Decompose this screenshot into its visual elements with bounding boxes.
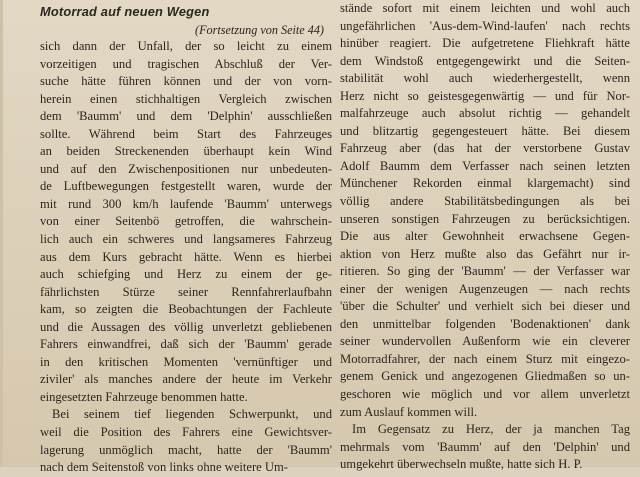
continuation-note: (Fortsetzung von Seite 44): [195, 23, 324, 37]
text-line: und blitzartig gegengesteuert hätte. Bei diesem: [340, 123, 630, 138]
text-line: seiner wundervollen Außenform wie ein cleverer: [340, 334, 630, 349]
text-line: hinüber reagiert. Die aufgetretene Fliehkraft hätte: [340, 36, 630, 51]
text-line: lagerung unmöglich macht, hatte der 'Baumm': [40, 442, 332, 457]
text-line: ziviler' als manches andere der heute im Verkehr: [40, 372, 332, 387]
text-line: vorzeitigen und tragischen Abschluß der Ver-: [40, 56, 332, 71]
text-line: unseren sonstigen Fahrzeugen zu berücksichtigen.: [340, 211, 630, 226]
text-line: mehrmals vom 'Baumm' auf den 'Delphin' und: [340, 439, 630, 454]
text-line: stände sofort mit einem leichten und wohl auch: [340, 1, 630, 15]
text-line: in den kritischen Momenten 'vernünftiger und: [40, 354, 332, 369]
text-line: sollte. Während beim Start des Fahrzeuges: [40, 126, 332, 141]
text-line: Bei seinem tief liegenden Schwerpunkt, und: [52, 407, 332, 422]
right-column-body: [340, 0, 630, 474]
left-column-body: [40, 38, 332, 477]
text-line: mit rund 300 km/h laufende 'Baumm' unterwegs: [40, 196, 332, 211]
text-line: eingesetzten Fahrzeuge benommen hatte.: [40, 389, 248, 404]
text-line: lich auch ein schweres und langsameres Fahrzeug: [40, 232, 332, 247]
text-line: malfahrzeuge auch absolut richtig — gehandelt: [340, 106, 630, 121]
text-line: Herz nicht so geistesgegenwärtig — und für Nor-: [340, 88, 630, 103]
page-edge-shadow: [0, 0, 3, 467]
text-line: nach dem Seitenstoß von links ohne weitere Um-: [40, 460, 288, 475]
text-line: umgekehrt überwechseln mußte, hatte sich H. P.: [340, 457, 583, 472]
text-line: und die Aussagen des völlig unverletzt gebliebenen: [40, 319, 332, 334]
text-line: zum Auslauf kommen will.: [340, 404, 478, 419]
left-column: [40, 0, 332, 477]
right-column: [340, 0, 630, 474]
text-line: und auf den Zwischenpositionen nur unbedeuten-: [40, 161, 332, 176]
text-line: Die aus alter Gewohnheit erwachsene Gegen-: [340, 229, 630, 244]
text-line: an beiden Streckenenden überhaupt kein Wind: [40, 144, 332, 159]
text-line: Im Gegensatz zu Herz, der ja manchen Tag: [352, 422, 630, 437]
text-line: Adolf Baumm dem Verfasser nach seinen letzten: [340, 158, 630, 173]
text-line: auch schiefging und Herz zu einem der ge-: [40, 267, 332, 282]
text-line: stabilität wohl auch wiederhergestellt, wenn: [340, 71, 630, 86]
text-line: genem Genick und angezogenen Gliedmaßen so un-: [340, 369, 630, 384]
text-line: de Luftbewegungen festgestellt waren, wurde der: [40, 179, 332, 194]
text-line: Fahrzeug aber (das hat der verstorbene Gustav: [340, 141, 630, 156]
article-headline: Motorrad auf neuen Wegen: [40, 4, 210, 19]
text-line: suche hätte führen können und der von vorn-: [40, 74, 332, 89]
text-line: einer der wenigen Augenzeugen — nach rechts: [340, 281, 630, 296]
text-line: dem Windstoß entgegengewirkt und die Seiten-: [340, 53, 630, 68]
text-line: geschoren wie möglich und vor allem unverletzt: [340, 387, 630, 402]
text-line: den unmittelbar folgenden 'Bodenaktionen' dank: [340, 316, 630, 331]
text-line: Motorradfahrer, der nach einem Sturz mit eingezo-: [340, 351, 630, 366]
text-line: dem 'Baumm' und dem 'Delphin' ausschließen: [40, 109, 332, 124]
text-line: aus dem Kurs gebracht hätte. Wenn es hierbei: [40, 249, 332, 264]
text-line: Münchener Rekorden einmal klargemacht) sind: [340, 176, 630, 191]
text-line: fährlichsten Stürze seiner Rennfahrerlaufbahn: [40, 284, 332, 299]
text-line: kam, so zeigten die Beobachtungen der Fachleute: [40, 302, 332, 317]
text-line: von einer Seitenbö getroffen, die wahrschein-: [40, 214, 332, 229]
text-line: ritieren. So ging der 'Baumm' — der Verfasser war: [340, 264, 630, 279]
text-line: herein einen stichhaltigen Vergleich zwischen: [40, 91, 332, 106]
text-line: weil die Position des Fahrers eine Gewichtsver-: [40, 425, 332, 440]
text-line: sich dann der Unfall, der so leicht zu einem: [40, 39, 332, 53]
text-line: ungefährlichen 'Aus-dem-Wind-laufen' nach rechts: [340, 18, 630, 33]
text-line: Fahrers einwandfrei, daß sich der 'Baumm' gerade: [40, 337, 332, 352]
text-line: aktion von Herz mußte also das Gefährt nur ir-: [340, 246, 630, 261]
text-line: 'über die Schulter' und verhielt sich bei dieser und: [340, 299, 630, 314]
text-line: völlig andere Stabilitätsbedingungen als bei: [340, 194, 630, 209]
